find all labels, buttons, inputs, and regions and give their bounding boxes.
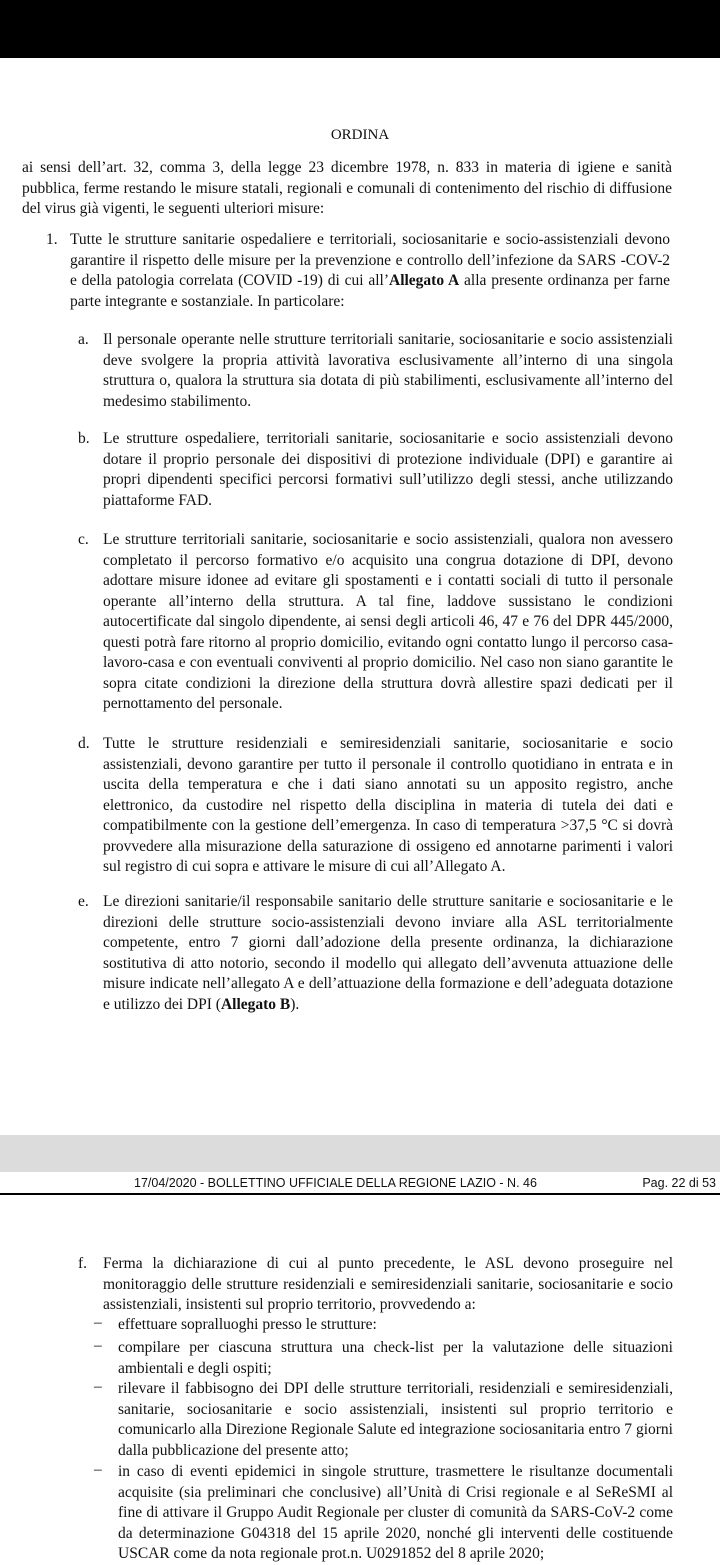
subitem-text: Il personale operante nelle strutture territoriali sanitarie, sociosanitarie e socio assistenziali deve svolgere la propria attività lavorativa esclusivamente all’interno di una singola struttura o, qualora la struttura sia dotata di più stabilimenti, esclusivamente all’interno del medesimo stabilimento.	[103, 331, 673, 410]
footer-rule	[0, 1193, 720, 1195]
bullet-item: in caso di eventi epidemici in singole strutture, trasmettere le risultanze documentali acquisite (sia preliminari che conclusive) all’Unità di Crisi regionale e al SeReSMI al fine di attivare il Gruppo Audit Regionale per cluster di comunità da SARS-CoV-2 come da determinazione G04318 del 15 aprile 2020, nonché gli interventi delle costituende USCAR come da nota regionale prot.n. U0291852 del 8 aprile 2020;	[118, 1463, 673, 1562]
document-page-1	[0, 58, 720, 1135]
item-e-text-before: Le direzioni sanitarie/il responsabile sanitario delle strutture sanitarie e sociosanitarie e le direzioni delle strutture socio-assistenziali devono inviare alla ASL territorialmente competente, entro 7 giorni dall’adozione della presente ordinanza, la dichiarazione sostitutiva di atto notorio, secondo il modello qui allegato dell’avvenuta attuazione delle misure indicate nell’allegato A e dell’attuazione della formazione e dell’adeguata dotazione e utilizzo dei DPI (	[103, 893, 673, 1013]
list-item-number: 1.	[46, 231, 58, 248]
bullet-item: rilevare il fabbisogno dei DPI delle strutture territoriali, residenziali e semiresidenziali, sanitarie, sociosanitarie e socio assistenziali, insistenti sul proprio territorio e comunicarlo alla Direzione Regionale Salute ed integrazione sociosanitaria entro 7 giorni dalla pubblicazione del presente atto;	[118, 1380, 673, 1459]
page-footer	[0, 1172, 720, 1196]
subitem-text: Tutte le strutture residenziali e semiresidenziali sanitarie, sociosanitarie e socio assistenziali, devono garantire per tutto il personale il controllo quotidiano in entrata e in uscita della temperatura e che i dati siano annotati su un apposito registro, anche elettronico, da custodire nel rispetto della disciplina in materia di tutela dei dati e compatibilmente con la gestione dell’emergenza. In caso di temperatura >37,5 °C si dovrà provvedere alla misurazione della saturazione di ossigeno ed annotarne parimenti i valori sul registro di cui sopra e attivare le misure di cui all’Allegato A.	[103, 735, 673, 875]
bulletin-info: 17/04/2020 - BOLLETTINO UFFICIALE DELLA REGIONE LAZIO - N. 46	[134, 1176, 537, 1190]
subitem-text: Le strutture territoriali sanitarie, sociosanitarie e socio assistenziali, qualora non avessero completato il percorso formativo e/o acquisito una congrua dotazione di DPI, devono adottare misure idonee ad evitare gli spostamenti e i contatti sociali di tutto il personale operante all’interno della struttura. A tal fine, laddove sussistano le condizioni autocertificate dal singolo dipendente, ai sensi degli articoli 46, 47 e 76 del DPR 445/2000, questi potrà fare ritorno al proprio domicilio, evitando ogni contatto lungo il percorso casa-lavoro-casa e con eventuali conviventi al proprio domicilio. Nel caso non siano garantite le sopra citate condizioni la direzione della struttura dovrà allestire spazi dedicati per il pernottamento del personale.	[103, 531, 673, 712]
subitem-text: Ferma la dichiarazione di cui al punto precedente, le ASL devono proseguire nel monitoraggio delle strutture residenziali e semiresidenziali sanitarie, sociosanitarie e socio assistenziali, insistenti sul proprio territorio, provvedendo a:	[103, 1255, 673, 1313]
bullet-item: effettuare sopralluoghi presso le strutture:	[118, 1316, 377, 1333]
dash-bullet: –	[94, 1461, 102, 1478]
item1-text-after: alla presente ordinanza per farne parte integrante e sostanziale. In particolare:	[70, 272, 670, 310]
dash-bullet: –	[94, 1337, 102, 1354]
item-e-bold-ref: Allegato B	[220, 995, 291, 1013]
subitem-text	[103, 892, 673, 1015]
bullet-item: compilare per ciascuna struttura una check-list per la valutazione delle situazioni ambientali e degli ospiti;	[118, 1339, 673, 1377]
subitem-label: f.	[78, 1255, 88, 1272]
subitem-text: Le strutture ospedaliere, territoriali sanitarie, sociosanitarie e socio assistenziali devono dotare il proprio personale dei dispositivi di protezione individuale (DPI) e garantire ai propri dipendenti specifici percorsi formativi sull’utilizzo degli stessi, anche utilizzando piattaforme FAD.	[103, 430, 673, 509]
item1-bold-ref: Allegato A	[389, 272, 460, 289]
item1-text-before: Tutte le strutture sanitarie ospedaliere e territoriali, sociosanitarie e socio-assistenziali devono garantire il rispetto delle misure per la prevenzione e controllo dell’infezione da SARS -COV-2 e della patologia correlata (COVID -19) di cui all’	[70, 231, 670, 289]
page-number: Pag. 22 di 53	[642, 1176, 716, 1190]
subitem-label: d.	[78, 735, 90, 752]
page-separator	[0, 1135, 720, 1172]
intro-paragraph: ai sensi dell’art. 32, comma 3, della legge 23 dicembre 1978, n. 833 in materia di igiene e sanità pubblica, ferme restando le misure statali, regionali e comunali di contenimento del rischio di diffusione del virus già vigenti, le seguenti ulteriori misure:	[22, 159, 672, 217]
document-page-2	[0, 1196, 720, 1560]
dash-bullet: –	[94, 1378, 102, 1395]
subitem-label: a.	[78, 331, 89, 348]
dash-bullet: –	[94, 1314, 102, 1331]
page-title: ORDINA	[330, 127, 390, 143]
status-bar	[0, 0, 720, 58]
subitem-label: e.	[78, 893, 89, 910]
subitem-label: c.	[78, 531, 89, 548]
list-item-text	[70, 230, 670, 312]
item-e-text-after: ).	[290, 995, 300, 1013]
subitem-label: b.	[78, 430, 90, 447]
